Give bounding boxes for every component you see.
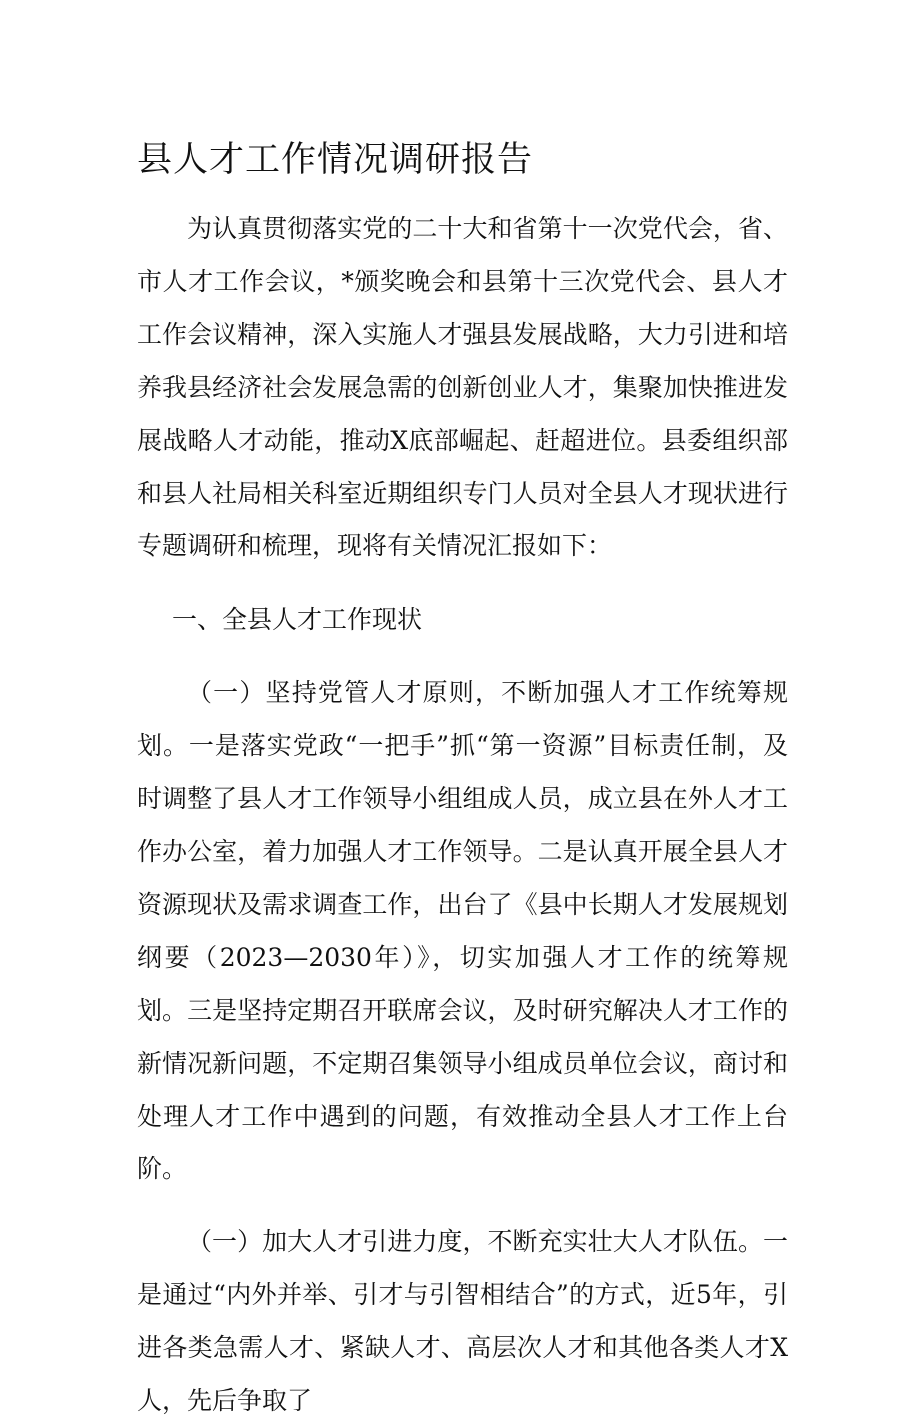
document-body [137,203,788,1428]
document-title: 县人才工作情况调研报告 [137,140,534,180]
intro-paragraph: 为认真贯彻落实党的二十大和省第十一次党代会，省、市人才工作会议，*颁奖晚会和县第十三次党代会、县人才工作会议精神，深入实施人才强县发展战略，大力引进和培养我县经济社会发展急需的创新创业人才，集聚加快推进发展战略人才动能，推动X底部崛起、赶超进位。县委组织部和县人社局相关科室近期组织专门人员对全县人才现状进行专题调研和梳理，现将有关情况汇报如下： [137,214,788,561]
section-heading: 一、全县人才工作现状 [172,605,423,635]
body-paragraph-2: （一）加大人才引进力度，不断充实壮大人才队伍。一是通过“内外并举、引才与引智相结合”的方式，近5年，引进各类急需人才、紧缺人才、高层次人才和其他各类人才X人，先后争取了 [137,1227,788,1416]
body-paragraph-1: （一）坚持党管人才原则，不断加强人才工作统筹规划。一是落实党政“一把手”抓“第一资源”目标责任制，及时调整了县人才工作领导小组组成人员，成立县在外人才工作办公室，着力加强人才工作领导。二是认真开展全县人才资源现状及需求调查工作，出台了《县中长期人才发展规划纲要（2023—2030年）》，切实加强人才工作的统筹规划。三是坚持定期召开联席会议，及时研究解决人才工作的新情况新问题，不定期召集领导小组成员单位会议，商讨和处理人才工作中遇到的问题，有效推动全县人才工作上台阶。 [137,678,788,1184]
